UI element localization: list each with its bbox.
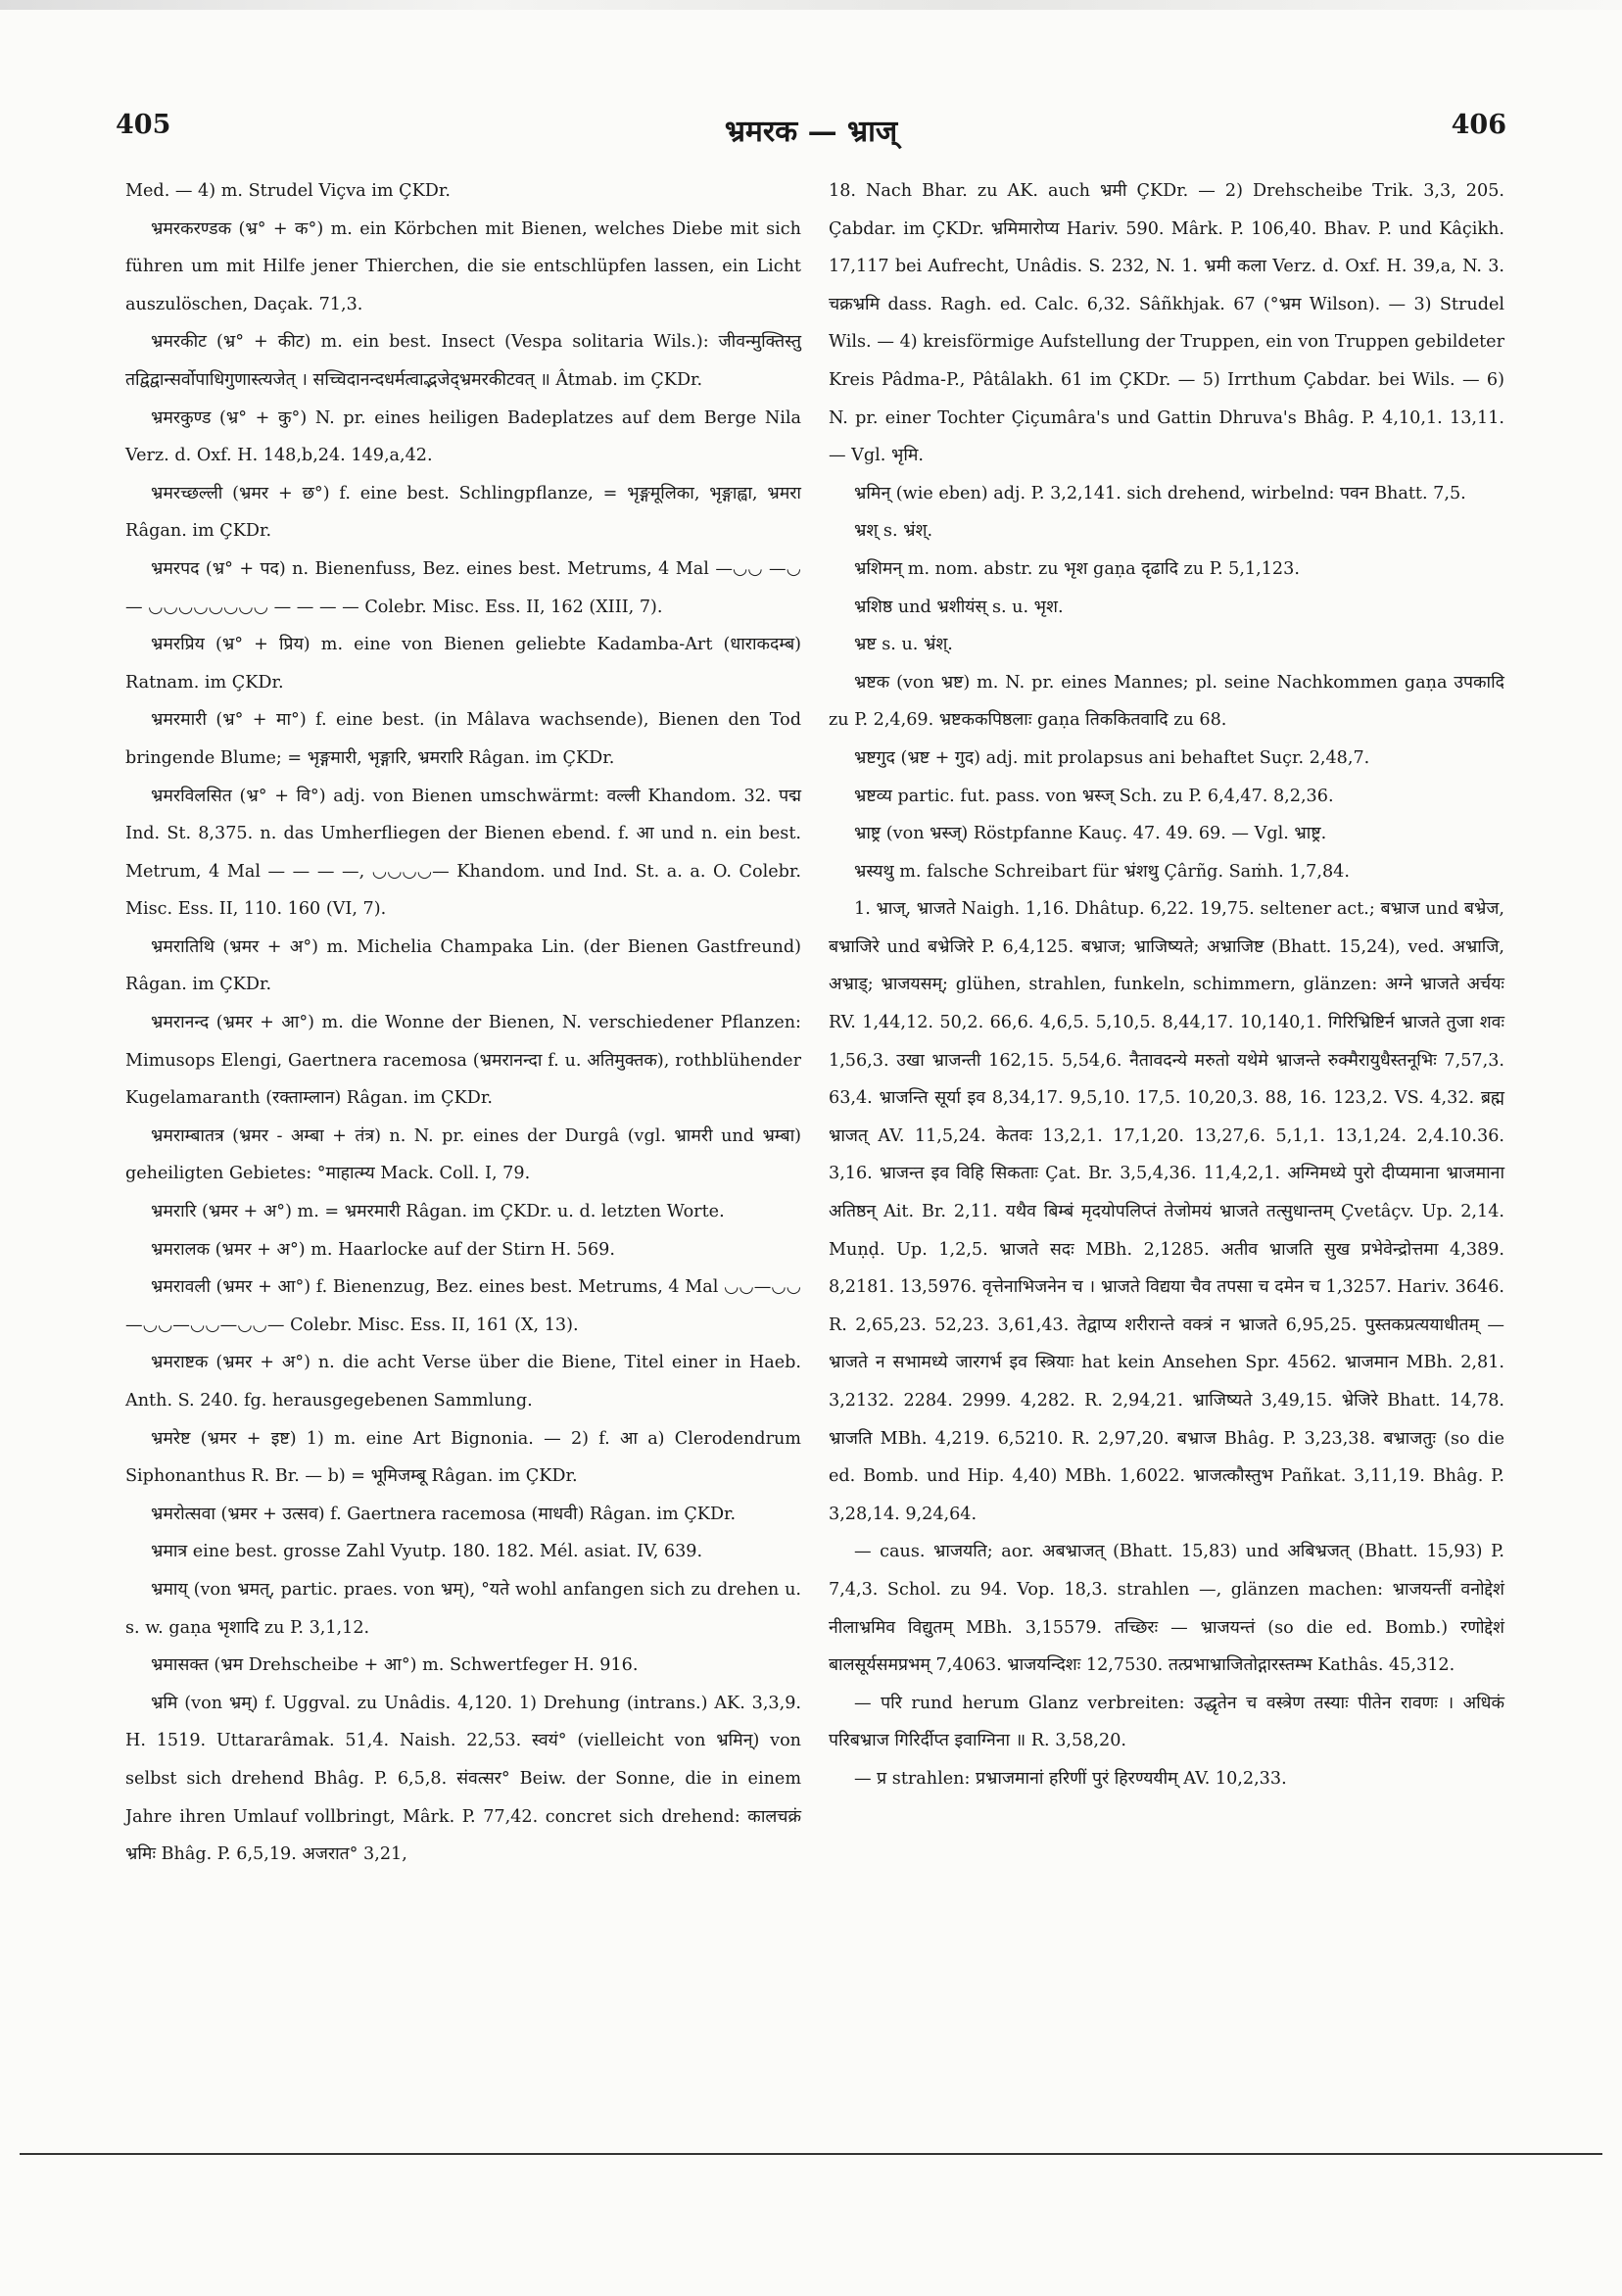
left-column bbox=[125, 172, 801, 1874]
dictionary-entry: भ्रमरकीट (भ्र° + कीट) m. ein best. Insect (Vespa solitaria Wils.): जीवन्मुक्तिस्तु तद्विद्वान्सर्वोपाधिगुणास्त्यजेत् । सच्चिदानन्दधर्मत्वाद्भजेद्भ्रमरकीटवत् ॥ Âtmab. im ÇKDr. bbox=[125, 332, 801, 390]
dictionary-entry: भ्रमरपद (भ्र° + पद) n. Bienenfuss, Bez. eines best. Metrums, 4 Mal —◡◡ —◡— ◡◡◡◡◡◡◡◡ — — — — Colebr. Misc. Ess. II, 162 (XIII, 7). bbox=[125, 558, 801, 617]
right-column bbox=[829, 172, 1504, 1798]
dictionary-entry: Med. — 4) m. Strudel Viçva im ÇKDr. bbox=[125, 181, 451, 201]
dictionary-entry: भ्रमरविलसित (भ्र° + वि°) adj. von Bienen umschwärmt: वल्ली Khandom. 32. पद्म Ind. St. 8,375. n. das Umherfliegen der Bienen ebend. f. आ und n. ein best. Metrum, 4 Mal — — — —, ◡◡◡◡— Khandom. und Ind. St. a. a. O. Colebr. Misc. Ess. II, 110. 160 (VI, 7). bbox=[125, 786, 801, 920]
dictionary-entry: भ्रमात्र eine best. grosse Zahl Vyutp. 180. 182. Mél. asiat. IV, 639. bbox=[151, 1542, 703, 1562]
dictionary-entry: — caus. भ्राजयति; aor. अबभ्राजत् (Bhatt. 15,83) und अबिभ्रजत् (Bhatt. 15,93) P. 7,4,3. Schol. zu 94. Vop. 18,3. strahlen —, glänzen machen: भ्राजयन्तीं वनोद्देशं नीलाभ्रमिव विद्युतम् MBh. 3,15579. तच्छिरः — भ्राजयन्तं (so die ed. Bomb.) रणोद्देशं बालसूर्यसमप्रभम् 7,4063. भ्राजयन्दिशः 12,7530. तत्प्रभाभ्राजितोद्गारस्तम्भ Kathâs. 45,312. bbox=[829, 1542, 1504, 1676]
dictionary-entry: भ्रमरावली (भ्रमर + आ°) f. Bienenzug, Bez. eines best. Metrums, 4 Mal ◡◡—◡◡—◡◡—◡◡—◡◡— Colebr. Misc. Ess. II, 161 (X, 13). bbox=[125, 1277, 801, 1335]
scan-edge bbox=[0, 0, 1622, 10]
dictionary-entry: भ्रस्यथु m. falsche Schreibart für भ्रंशथु Çârñg. Saṁh. 1,7,84. bbox=[854, 861, 1350, 882]
dictionary-entry: भ्रष्टगुद (भ्रष्ट + गुद) adj. mit prolapsus ani behaftet Suçr. 2,48,7. bbox=[854, 747, 1370, 768]
dictionary-entry: भ्रमरोत्सवा (भ्रमर + उत्सव) f. Gaertnera racemosa (माधवी) Râgan. im ÇKDr. bbox=[151, 1504, 737, 1524]
dictionary-entry: भ्रमरानन्द (भ्रमर + आ°) m. die Wonne der Bienen, N. verschiedener Pflanzen: Mimusops Elengi, Gaertnera racemosa (भ्रमरानन्दा f. u. अतिमुक्तक), rothblühender Kugelamaranth (रक्ताम्लान) Râgan. im ÇKDr. bbox=[125, 1013, 801, 1109]
dictionary-entry: भ्रष्ट s. u. भ्रंश्. bbox=[854, 635, 953, 655]
dictionary-entry: भ्राष्ट्र (von भ्रस्ज्) Röstpfanne Kauç. 47. 49. 69. — Vgl. भ्राष्ट्र. bbox=[854, 824, 1327, 844]
dictionary-entry: भ्रमरकुण्ड (भ्र° + कु°) N. pr. eines heiligen Badeplatzes auf dem Berge Nila Verz. d. Oxf. H. 148,b,24. 149,a,42. bbox=[125, 407, 801, 466]
dictionary-entry: भ्रमरप्रिय (भ्र° + प्रिय) m. eine von Bienen geliebte Kadamba-Art (धाराकदम्ब) Ratnam. im ÇKDr. bbox=[125, 635, 801, 693]
dictionary-entry: भ्रमरेष्ट (भ्रमर + इष्ट) 1) m. eine Art Bignonia. — 2) f. आ a) Clerodendrum Siphonanthus R. Br. — b) = भूमिजम्बू Râgan. im ÇKDr. bbox=[125, 1428, 801, 1487]
dictionary-entry: — प्र strahlen: प्रभ्राजमानां हरिणीं पुरं हिरण्ययीम् AV. 10,2,33. bbox=[854, 1768, 1287, 1789]
dictionary-entry: भ्रष्टक (von भ्रष्ट) m. N. pr. eines Mannes; pl. seine Nachkommen gaṇa उपकादि zu P. 2,4,69. भ्रष्टककपिष्ठलाः gaṇa तिककितवादि zu 68. bbox=[829, 672, 1504, 731]
dictionary-entry: भ्रशिमन् m. nom. abstr. zu भृश gaṇa दृढादि zu P. 5,1,123. bbox=[854, 558, 1300, 579]
running-head: भ्रमरक — भ्राज् bbox=[724, 115, 898, 149]
dictionary-entry: भ्रमरमारी (भ्र° + मा°) f. eine best. (in Mâlava wachsende), Bienen den Tod bringende Blume; = भृङ्गमारी, भृङ्गारि, भ्रमरारि Râgan. im ÇKDr. bbox=[125, 710, 801, 768]
dictionary-entry: — परि rund herum Glanz verbreiten: उद्धृतेन च वस्त्रेण तस्याः पीतेन रावणः । अधिकं परिबभ्राज गिरिर्दीप्त इवाग्निना ॥ R. 3,58,20. bbox=[829, 1693, 1504, 1751]
dictionary-entry: भ्रमि (von भ्रम्) f. Uggval. zu Unâdis. 4,120. 1) Drehung (intrans.) AK. 3,3,9. H. 1519. Uttararâmak. 51,4. Naish. 22,53. स्वयं° (vielleicht von भ्रमिन्) von selbst sich drehend Bhâg. P. 6,5,8. संवत्सर° Beiw. der Sonne, die in einem Jahre ihren Umlauf vollbringt, Mârk. P. 77,42. concret sich drehend: कालचक्रं भ्रमिः Bhâg. P. 6,5,19. अजरात° 3,21, bbox=[125, 1693, 801, 1865]
dictionary-entry: भ्रष्टव्य partic. fut. pass. von भ्रस्ज् Sch. zu P. 6,4,47. 8,2,36. bbox=[854, 786, 1334, 806]
dictionary-entry: भ्रमरालक (भ्रमर + अ°) m. Haarlocke auf der Stirn H. 569. bbox=[151, 1239, 615, 1260]
dictionary-entry: भ्रमिन् (wie eben) adj. P. 3,2,141. sich drehend, wirbelnd: पवन Bhatt. 7,5. bbox=[854, 483, 1466, 503]
dictionary-entry: भ्रशिष्ठ und भ्रशीयंस् s. u. भृश. bbox=[854, 597, 1064, 617]
dictionary-entry: 18. Nach Bhar. zu AK. auch भ्रमी ÇKDr. — 2) Drehscheibe Trik. 3,3, 205. Çabdar. im ÇKDr. भ्रमिमारोप्य Hariv. 590. Mârk. P. 106,40. Bhav. P. und Kâçikh. 17,117 bei Aufrecht, Unâdis. S. 232, N. 1. भ्रमी कला Verz. d. Oxf. H. 39,a, N. 3. चक्रभ्रमि dass. Ragh. ed. Calc. 6,32. Sâñkhjak. 67 (°भ्रम Wilson). — 3) Strudel Wils. — 4) kreisförmige Aufstellung der Truppen, ein von Truppen gebildeter Kreis Pâdma-P., Pâtâlakh. 61 im ÇKDr. — 5) Irrthum Çabdar. bei Wils. — 6) N. pr. einer Tochter Çiçumâra's und Gattin Dhruva's Bhâg. P. 4,10,1. 13,11. — Vgl. भृमि. bbox=[829, 181, 1504, 466]
dictionary-entry: भ्रमरकरण्डक (भ्र° + क°) m. ein Körbchen mit Bienen, welches Diebe mit sich führen um mit Hilfe jener Thierchen, die sie entschlüpfen lassen, ein Licht auszulöschen, Daçak. 71,3. bbox=[125, 218, 801, 314]
dictionary-entry: भ्रमरच्छल्ली (भ्रमर + छ°) f. eine best. Schlingpflanze, = भृङ्गमूलिका, भृङ्गाह्वा, भ्रमरा Râgan. im ÇKDr. bbox=[125, 483, 801, 542]
bottom-rule bbox=[20, 2153, 1602, 2155]
page-number-right: 406 bbox=[1451, 110, 1506, 140]
dictionary-entry: भ्रमाय् (von भ्रमत्, partic. praes. von भ्रम्), °यते wohl anfangen sich zu drehen u. s. w. gaṇa भृशादि zu P. 3,1,12. bbox=[125, 1579, 801, 1638]
page-header bbox=[116, 110, 1506, 149]
page-number-left: 405 bbox=[116, 110, 171, 140]
dictionary-entry: भ्रमराम्बातत्र (भ्रमर - अम्बा + तंत्र) n. N. pr. eines der Durgâ (vgl. भ्रामरी und भ्रम्बा) geheiligten Gebietes: °माहात्म्य Mack. Coll. I, 79. bbox=[125, 1125, 801, 1184]
dictionary-entry: भ्रमरारि (भ्रमर + अ°) m. = भ्रमरमारी Râgan. im ÇKDr. u. d. letzten Worte. bbox=[151, 1202, 725, 1222]
dictionary-entry: भ्रमरातिथि (भ्रमर + अ°) m. Michelia Champaka Lin. (der Bienen Gastfreund) Râgan. im ÇKDr. bbox=[125, 936, 801, 995]
dictionary-entry: भ्रमराष्टक (भ्रमर + अ°) n. die acht Verse über die Biene, Titel einer in Haeb. Anth. S. 240. fg. herausgegebenen Sammlung. bbox=[125, 1353, 801, 1411]
dictionary-entry: 1. भ्राज्, भ्राजते Naigh. 1,16. Dhâtup. 6,22. 19,75. seltener act.; बभ्राज und बभ्रेज, बभ्राजिरे und बभ्रेजिरे P. 6,4,125. बभ्राज; भ्राजिष्यते; अभ्राजिष्ट (Bhatt. 15,24), ved. अभ्राजि, अभ्राड्; भ्राजयसम्; glühen, strahlen, funkeln, schimmern, glänzen: अग्ने भ्राजते अर्चयः RV. 1,44,12. 50,2. 66,6. 4,6,5. 5,10,5. 8,44,17. 10,140,1. गिरिभ्रिष्टिर्न भ्राजते तुजा शवः 1,56,3. उखा भ्राजन्ती 162,15. 5,54,6. नैतावदन्ये मरुतो यथेमे भ्राजन्ते रुक्मैरायुधैस्तनूभिः 7,57,3. 63,4. भ्राजन्ति सूर्या इव 8,34,17. 9,5,10. 17,5. 10,20,3. 88, 16. 123,2. VS. 4,32. ब्रह्म भ्राजत् AV. 11,5,24. केतवः 13,2,1. 17,1,20. 13,27,6. 5,1,1. 13,1,24. 2,4.10.36. 3,16. भ्राजन्त इव विहि सिकताः Çat. Br. 3,5,4,36. 11,4,2,1. अग्निमध्ये पुरो दीप्यमाना भ्राजमाना अतिष्ठन् Ait. Br. 2,11. यथैव बिम्बं मृदयोपलिप्तं तेजोमयं भ्राजते तत्सुधान्तम् Çvetâçv. Up. 2,14. Muṇḍ. Up. 1,2,5. भ्राजते सदः MBh. 2,1285. अतीव भ्राजति सुख प्रभेवेन्द्रोत्तमा 4,389. 8,2181. 13,5976. वृत्तेनाभिजनेन च । भ्राजते विद्यया चैव तपसा च दमेन च 1,3257. Hariv. 3646. R. 2,65,23. 52,23. 3,61,43. तेद्वाप्य शरीरान्ते वक्त्रं न भ्राजते 6,95,25. पुस्तकप्रत्ययाधीतम् — भ्राजते न सभामध्ये जारगर्भ इव स्त्रियाः hat kein Ansehen Spr. 4562. भ्राजमान MBh. 2,81. 3,2132. 2284. 2999. 4,282. R. 2,94,21. भ्राजिष्यते 3,49,15. भ्रेजिरे Bhatt. 14,78. भ्राजति MBh. 4,219. 6,5210. R. 2,97,20. बभ्राज Bhâg. P. 3,23,38. बभ्राजतुः (so die ed. Bomb. und Hip. 4,40) MBh. 1,6022. भ्राजत्कौस्तुभ Pañkat. 3,11,19. Bhâg. P. 3,28,14. 9,24,64. bbox=[829, 899, 1504, 1524]
dictionary-entry: भ्रमासक्त (भ्रम Drehscheibe + आ°) m. Schwertfeger H. 916. bbox=[151, 1655, 639, 1676]
dictionary-entry: भ्रश् s. भ्रंश्. bbox=[854, 521, 933, 542]
